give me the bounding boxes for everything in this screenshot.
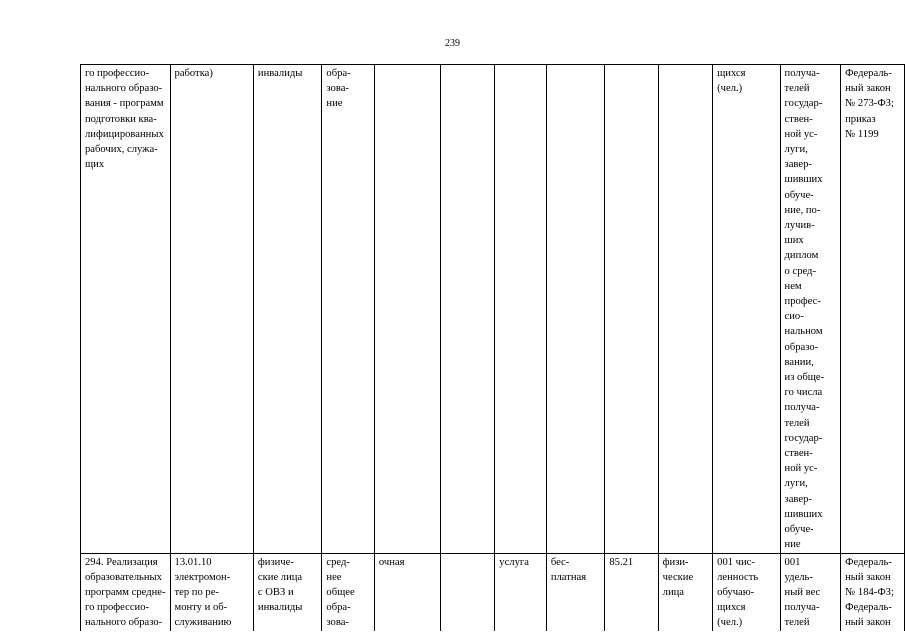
cell-text: го профессио-: [85, 602, 150, 614]
cell-text: лифицированных: [85, 128, 164, 140]
table-cell: [658, 553, 712, 631]
cell-text: физи-: [662, 556, 689, 568]
cell-text: рабочих, служа-: [85, 144, 158, 156]
cell-text: шивших: [784, 174, 823, 186]
cell-text: (чел.): [717, 617, 743, 629]
cell-text: служиванию: [174, 617, 232, 629]
cell-text: ный закон: [845, 617, 891, 629]
cell-text: о сред-: [784, 265, 816, 277]
table-cell: [253, 553, 321, 631]
cell-text: физиче-: [257, 556, 294, 568]
cell-text: обра-: [326, 602, 351, 614]
cell-text: приказ: [845, 113, 876, 125]
cell-text: № 184-ФЗ;: [845, 586, 894, 598]
table-cell: [658, 65, 712, 554]
cell-text: лучив-: [784, 220, 815, 232]
table-cell: [322, 553, 374, 631]
table-cell: [322, 65, 374, 554]
cell-text: инвалиды: [257, 602, 303, 614]
cell-text: обуче-: [784, 524, 814, 536]
table-cell: [546, 553, 605, 631]
cell-text: ские лица: [257, 571, 303, 583]
cell-text: щихся: [717, 602, 746, 614]
table-cell: [780, 553, 841, 631]
cell-text: бес-: [550, 556, 570, 568]
table-cell: [374, 553, 440, 631]
table-cell: [713, 65, 780, 554]
cell-text: 85.21: [609, 556, 634, 568]
cell-text: подготовки ква-: [85, 113, 157, 125]
table-cell: [253, 65, 321, 554]
cell-text: 001: [784, 556, 801, 568]
table-cell: [605, 65, 658, 554]
cell-text: сред-: [326, 556, 350, 568]
cell-text: с ОВЗ и: [257, 586, 294, 598]
cell-text: ших: [784, 235, 804, 247]
cell-text: нем: [784, 280, 802, 292]
cell-text: ческие: [662, 571, 694, 583]
cell-text: образовательных: [85, 571, 162, 583]
cell-text: нее: [326, 571, 342, 583]
cell-text: нального образо-: [85, 617, 163, 629]
table-cell: [841, 553, 905, 631]
cell-text: зова-: [326, 83, 349, 95]
table-row: [81, 65, 905, 554]
cell-text: щихся: [717, 68, 746, 79]
cell-text: получа-: [784, 402, 820, 414]
cell-text: диплом: [784, 250, 819, 262]
cell-text: Федераль-: [845, 68, 892, 79]
table-cell: [546, 65, 605, 554]
table-row: [81, 553, 905, 631]
table-cell: [81, 553, 171, 631]
cell-text: государ-: [784, 98, 823, 110]
cell-text: обра-: [326, 68, 351, 79]
table-cell: [440, 553, 494, 631]
cell-text: завер-: [784, 159, 812, 171]
services-table: [80, 64, 905, 631]
table-cell: [81, 65, 171, 554]
table-cell: [780, 65, 841, 554]
cell-text: 294. Реализация: [85, 556, 158, 568]
table-cell: [170, 553, 253, 631]
cell-text: луги,: [784, 478, 808, 490]
cell-text: из обще-: [784, 372, 825, 384]
cell-text: ленность: [717, 571, 759, 583]
cell-text: ние: [326, 98, 343, 110]
cell-text: общее: [326, 586, 355, 598]
cell-text: ный закон: [845, 83, 891, 95]
cell-text: телей: [784, 83, 810, 95]
cell-text: программ средне-: [85, 586, 166, 598]
table-cell: [605, 553, 658, 631]
cell-text: получа-: [784, 68, 820, 79]
cell-text: вании,: [784, 356, 814, 368]
cell-text: зова-: [326, 617, 349, 629]
table-cell: [495, 65, 547, 554]
cell-text: тер по ре-: [174, 586, 219, 598]
cell-text: Федераль-: [845, 602, 892, 614]
cell-text: государ-: [784, 432, 823, 444]
cell-text: шивших: [784, 508, 823, 520]
cell-text: инвалиды: [257, 68, 303, 79]
cell-text: завер-: [784, 493, 812, 505]
cell-text: № 1199: [845, 128, 879, 140]
table-cell: [713, 553, 780, 631]
page-number: 239: [445, 38, 460, 49]
cell-text: профес-: [784, 296, 821, 308]
cell-text: луги,: [784, 144, 808, 156]
cell-text: электромон-: [174, 571, 231, 583]
cell-text: телей: [784, 417, 810, 429]
cell-text: ный закон: [845, 571, 891, 583]
cell-text: услуга: [499, 556, 529, 568]
cell-text: ной ус-: [784, 463, 818, 475]
cell-text: ствен-: [784, 113, 813, 125]
cell-text: телей: [784, 617, 810, 629]
cell-text: (чел.): [717, 83, 743, 95]
cell-text: образо-: [784, 341, 819, 353]
cell-text: вания - программ: [85, 98, 164, 110]
table-cell: [841, 65, 905, 554]
cell-text: ной ус-: [784, 128, 818, 140]
cell-text: обучаю-: [717, 586, 755, 598]
cell-text: ние, по-: [784, 204, 821, 216]
table-cell: [495, 553, 547, 631]
cell-text: 13.01.10: [174, 556, 212, 568]
cell-text: обуче-: [784, 189, 814, 201]
table-cell: [440, 65, 494, 554]
cell-text: Федераль-: [845, 556, 892, 568]
cell-text: удель-: [784, 571, 813, 583]
cell-text: № 273-ФЗ;: [845, 98, 894, 110]
cell-text: ствен-: [784, 448, 813, 460]
cell-text: ный вес: [784, 586, 821, 598]
cell-text: го числа: [784, 387, 823, 399]
cell-text: 001 чис-: [717, 556, 755, 568]
cell-text: го профессио-: [85, 68, 150, 79]
cell-text: нальном: [784, 326, 823, 338]
cell-text: сио-: [784, 311, 804, 323]
cell-text: получа-: [784, 602, 820, 614]
cell-text: лица: [662, 586, 684, 598]
cell-text: нального образо-: [85, 83, 163, 95]
table-cell: [170, 65, 253, 554]
cell-text: щих: [85, 159, 105, 171]
cell-text: очная: [378, 556, 405, 568]
cell-text: ние: [784, 539, 801, 551]
cell-text: работка): [174, 68, 213, 79]
table-cell: [374, 65, 440, 554]
cell-text: платная: [550, 571, 587, 583]
cell-text: монту и об-: [174, 602, 228, 614]
